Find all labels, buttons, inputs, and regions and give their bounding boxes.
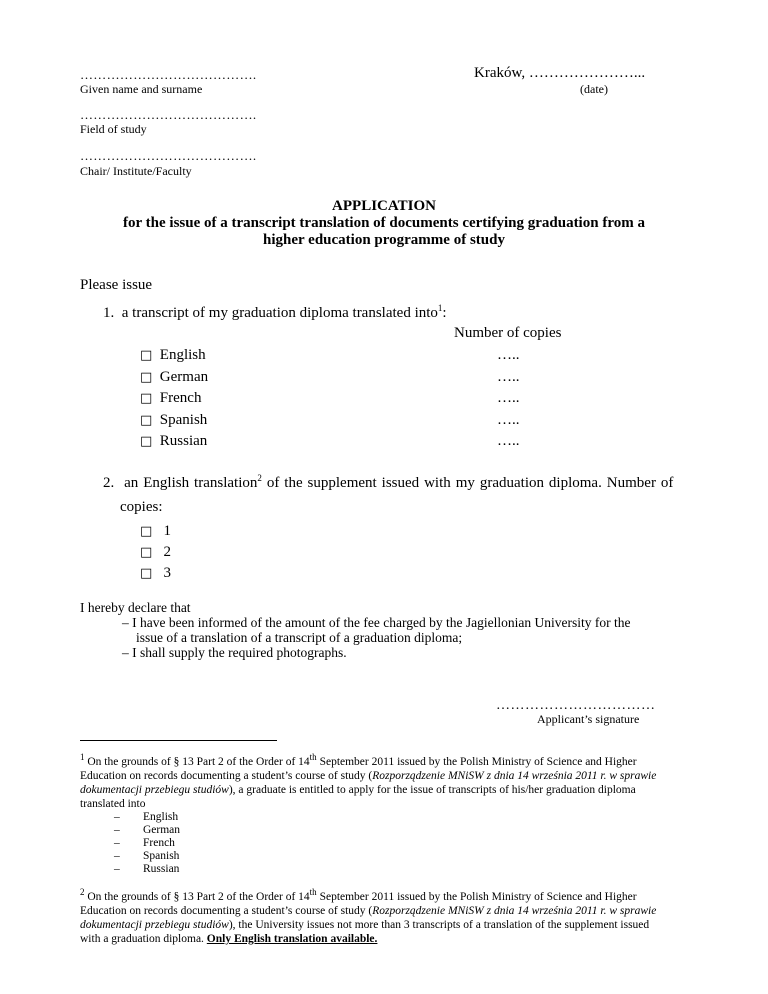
copies-english[interactable]: …..: [497, 347, 520, 363]
dash: –: [122, 645, 129, 660]
copies-header: Number of copies: [454, 325, 562, 341]
checkbox-icon[interactable]: □: [140, 370, 153, 385]
item2-copies-label: copies:: [120, 499, 163, 515]
item1-text: 1. a transcript of my graduation diploma translated into: [103, 305, 438, 321]
fn1-number: 1: [80, 752, 85, 763]
footnote-1-line2: [80, 770, 656, 784]
checkbox-icon[interactable]: □: [140, 524, 153, 539]
fn1-list-spanish: Spanish: [143, 850, 180, 862]
fn1-list-item: [114, 824, 120, 838]
checkbox-icon[interactable]: □: [140, 348, 153, 363]
language-row[interactable]: [140, 369, 208, 386]
copy-option[interactable]: [140, 544, 171, 561]
title-line1: APPLICATION: [332, 198, 436, 214]
declaration-point1-a: I have been informed of the amount of the fee charged by the Jagiellonian University for the: [132, 615, 631, 630]
dash: –: [122, 615, 129, 630]
signature-dots[interactable]: ……………………………: [496, 698, 656, 713]
footnote-2-line2: [80, 905, 656, 919]
footnote-ref-1[interactable]: 1: [437, 303, 443, 313]
declaration-point2-text: I shall supply the required photographs.: [132, 645, 347, 660]
copies-russian[interactable]: …..: [497, 433, 520, 449]
fn1-italic2: dokumentacji przebiegu studiów: [80, 784, 229, 796]
item2-text-a: 2. an English translation: [103, 475, 258, 491]
title-line2: for the issue of a transcript translation of documents certifying graduation from a: [123, 215, 645, 231]
city-date-line[interactable]: Kraków, …………………...: [474, 65, 646, 81]
footnote-divider: [80, 740, 277, 741]
fn2-italic1: Rozporządzenie MNiSW z dnia 14 września 2011 r. w sprawie: [372, 905, 657, 917]
fn1-a: On the grounds of § 13 Part 2 of the Order of 14: [87, 756, 310, 768]
copies-spanish[interactable]: …..: [497, 412, 520, 428]
checkbox-icon[interactable]: □: [140, 413, 153, 428]
fn1-list-item: [114, 837, 120, 851]
copy-option-2: 2: [163, 544, 172, 560]
language-row[interactable]: [140, 347, 206, 364]
copy-option[interactable]: [140, 523, 171, 540]
item1-colon: :: [442, 305, 447, 321]
dash: –: [114, 811, 120, 823]
footnote-1-line3: [80, 784, 636, 798]
fn2-b: September 2011 issued by the Polish Ministry of Science and Higher: [316, 891, 637, 903]
language-german: German: [159, 369, 209, 385]
language-row[interactable]: [140, 433, 207, 450]
footnote-1-line1: [80, 752, 637, 770]
copy-option-3: 3: [163, 565, 172, 581]
language-spanish: Spanish: [159, 412, 208, 428]
dash: –: [114, 824, 120, 836]
footnote-2-line4: [80, 933, 377, 947]
fn1-b: September 2011 issued by the Polish Ministry of Science and Higher: [316, 756, 637, 768]
copy-option-1: 1: [163, 523, 172, 539]
item1: [103, 305, 447, 322]
dash: –: [114, 863, 120, 875]
footnote-2-line1: [80, 887, 637, 905]
footnote-ref-2[interactable]: 2: [257, 473, 262, 483]
chair-label: Chair/ Institute/Faculty: [80, 164, 192, 178]
fn1-list-english: English: [143, 811, 179, 823]
fn1-list-item: [114, 850, 120, 864]
checkbox-icon[interactable]: □: [140, 566, 153, 581]
fn1-list-item: [114, 811, 120, 825]
fn2-italic2: dokumentacji przebiegu studiów: [80, 919, 229, 931]
item2-text-b: of the supplement issued with my graduation diploma. Number of: [261, 475, 674, 491]
checkbox-icon[interactable]: □: [140, 545, 153, 560]
copies-french[interactable]: …..: [497, 390, 520, 406]
dash: –: [114, 850, 120, 862]
declaration-intro: I hereby declare that: [80, 600, 191, 615]
date-label: (date): [580, 82, 608, 96]
language-row[interactable]: [140, 390, 201, 407]
fn2-d: ), the University issues not more than 3 transcripts of a translation of the supplement issued: [228, 919, 650, 931]
declaration-point1-b: issue of a translation of a transcript of a graduation diploma;: [136, 630, 463, 645]
footnote-2-line3: [80, 919, 649, 933]
language-russian: Russian: [159, 433, 208, 449]
language-row[interactable]: [140, 412, 207, 429]
fn2-number: 2: [80, 887, 85, 898]
declaration-point1: [122, 615, 630, 631]
copies-german[interactable]: …..: [497, 369, 520, 385]
fn1-list-item: [114, 863, 120, 877]
fn1-list-german: German: [143, 824, 181, 836]
title-line3: higher education programme of study: [263, 232, 505, 248]
name-dots[interactable]: ………………………………….: [80, 67, 257, 82]
chair-dots[interactable]: ………………………………….: [80, 148, 257, 163]
language-french: French: [159, 390, 202, 406]
fn2-th: th: [309, 887, 317, 898]
fn2-c: Education on records documenting a student’s course of study (: [80, 905, 373, 917]
fn1-th: th: [309, 752, 317, 763]
signature-label: Applicant’s signature: [537, 712, 640, 726]
please-issue: Please issue: [80, 277, 153, 293]
language-english: English: [159, 347, 206, 363]
field-label: Field of study: [80, 122, 147, 136]
declaration-point2: [122, 645, 347, 661]
field-dots[interactable]: ………………………………….: [80, 107, 257, 122]
checkbox-icon[interactable]: □: [140, 391, 153, 406]
fn1-list-russian: Russian: [143, 863, 180, 875]
fn2-e: with a graduation diploma.: [80, 933, 207, 945]
fn1-c: Education on records documenting a student’s course of study (: [80, 770, 373, 782]
fn2-bold-note: Only English translation available.: [206, 933, 378, 945]
copy-option[interactable]: [140, 565, 171, 582]
fn1-e: translated into: [80, 798, 146, 810]
item2-line1: [103, 475, 673, 492]
fn1-italic1: Rozporządzenie MNiSW z dnia 14 września 2011 r. w sprawie: [372, 770, 657, 782]
checkbox-icon[interactable]: □: [140, 434, 153, 449]
name-label: Given name and surname: [80, 82, 203, 96]
dash: –: [114, 837, 120, 849]
fn2-a: On the grounds of § 13 Part 2 of the Order of 14: [87, 891, 310, 903]
fn1-d: ), a graduate is entitled to apply for the issue of transcripts of his/her graduation diploma: [228, 784, 636, 796]
fn1-list-french: French: [143, 837, 175, 849]
